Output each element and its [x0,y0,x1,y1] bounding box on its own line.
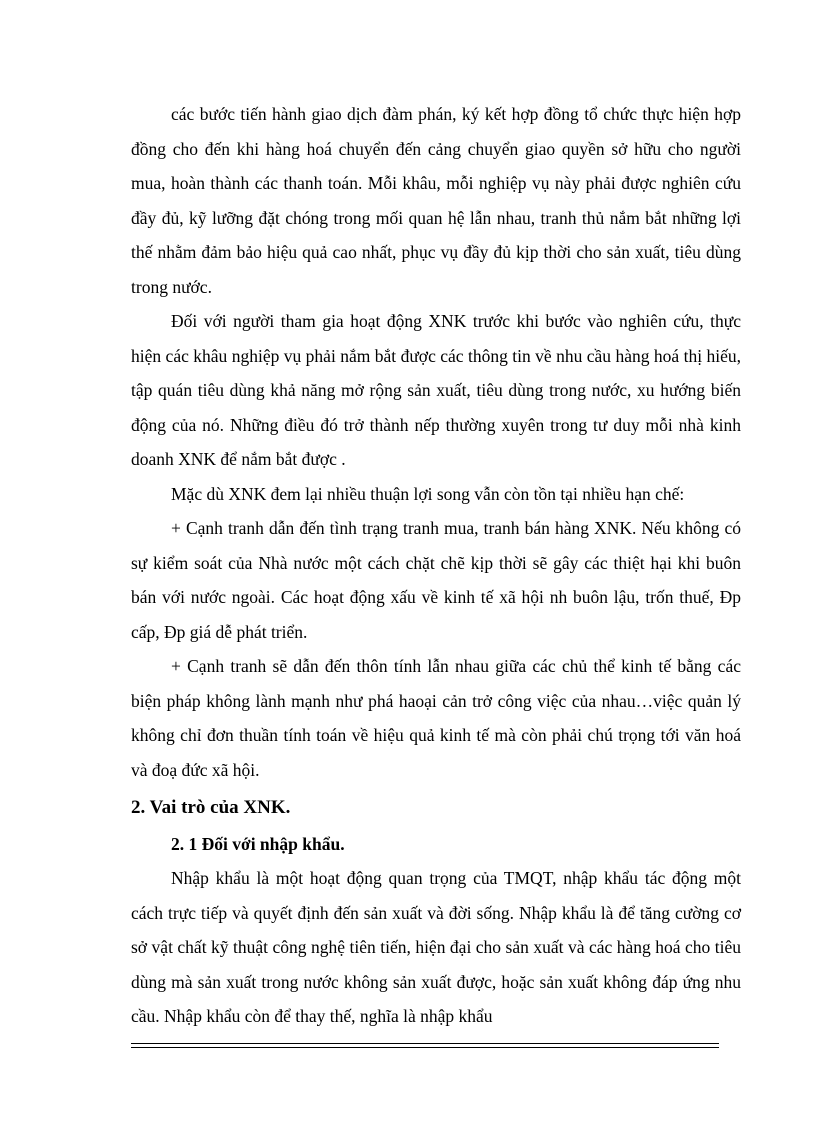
paragraph-limitation-1: + Cạnh tranh dẫn đến tình trạng tranh mua, tranh bán hàng XNK. Nếu không có sự kiểm soát của Nhà nước một cách chặt chẽ kịp thời sẽ gây các thiệt hại khi buôn bán với nước ngoài. Các hoạt động xấu về kinh tế xã hội nh buôn lậu, trốn thuế, Đp cấp, Đp giá dễ phát triển. [131,518,741,642]
paragraph-import-role: Nhập khẩu là một hoạt động quan trọng của TMQT, nhập khẩu tác động một cách trực tiếp và quyết định đến sản xuất và đời sống. Nhập khẩu là để tăng cường cơ sở vật chất kỹ thuật công nghệ tiên tiến, hiện đại cho sản xuất và các hàng hoá cho tiêu dùng mà sản xuất trong nước không sản xuất được, hoặc sản xuất không đáp ứng nhu cầu. Nhập khẩu còn để thay thế, nghĩa là nhập khẩu [131,868,741,1026]
paragraph-limitation-2: + Cạnh tranh sẽ dẫn đến thôn tính lẫn nhau giữa các chủ thể kinh tế bằng các biện pháp không lành mạnh như phá haoại cản trở công việc của nhau…việc quản lý không chỉ đơn thuần tính toán về hiệu quả kinh tế mà còn phải chú trọng tới văn hoá và đoạ đức xã hội. [131,656,741,780]
subsection-heading: 2. 1 Đối với nhập khẩu. [171,834,345,854]
footer-rule-top [131,1043,719,1044]
section-heading: 2. Vai trò của XNK. [131,797,291,818]
paragraph-limitations-intro: Mặc dù XNK đem lại nhiều thuận lợi song vẫn còn tồn tại nhiều hạn chế: [171,483,685,504]
paragraph-xnk-participants: Đối với người tham gia hoạt động XNK trước khi bước vào nghiên cứu, thực hiện các khâu nghiệp vụ phải nắm bắt được các thông tin về nhu cầu hàng hoá thị hiếu, tập quán tiêu dùng khả năng mở rộng sản xuất, tiêu dùng trong nước, xu hướng biến động của nó. Những điều đó trở thành nếp thường xuyên trong tư duy mỗi nhà kinh doanh XNK để nắm bắt được . [131,311,741,469]
paragraph-continuation: các bước tiến hành giao dịch đàm phán, ký kết hợp đồng tổ chức thực hiện hợp đồng cho đến khi hàng hoá chuyển đến cảng chuyển giao quyền sở hữu cho người mua, hoàn thành các thanh toán. Mỗi khâu, mỗi nghiệp vụ này phải được nghiên cứu đầy đủ, kỹ lưỡng đặt chóng trong mối quan hệ lẫn nhau, tranh thủ nắm bắt những lợi thế nhằm đảm bảo hiệu quả cao nhất, phục vụ đầy đủ kịp thời cho sản xuất, tiêu dùng trong nước. [131,104,741,297]
footer-rule-bottom [131,1047,719,1048]
document-page [131,97,741,1034]
